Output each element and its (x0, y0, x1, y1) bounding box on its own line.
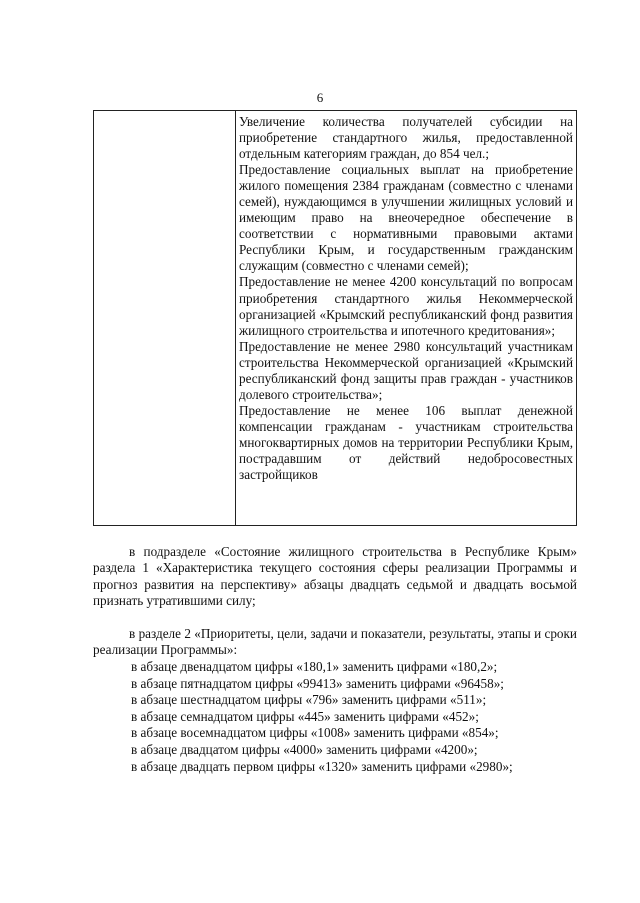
list-item: в абзаце двадцатом цифры «4000» заменить цифрами «4200»; (131, 741, 478, 757)
result-entry: Увеличение количества получателей субсидии на приобретение стандартного жилья, предоставленной отдельным категориям граждан, до 854 чел.; (239, 114, 573, 162)
list-item: в абзаце восемнадцатом цифры «1008» заменить цифрами «854»; (131, 725, 499, 741)
result-entry: Предоставление не менее 2980 консультаций участникам строительства Некоммерческой организацией «Крымский республиканский фонд защиты прав граждан - участников долевого строительства»; (239, 338, 573, 402)
list-item: в абзаце двенадцатом цифры «180,1» заменить цифрами «180,2»; (131, 659, 498, 674)
result-entry: Предоставление не менее 106 выплат денежной компенсации гражданам - участникам строительства многоквартирных домов на территории Республики Крым, пострадавшим от действий недобросовестных застройщиков (239, 402, 573, 483)
table-row (94, 111, 577, 526)
paragraph-subsection: в подразделе «Состояние жилищного строительства в Республике Крым» раздела 1 «Характеристика текущего состояния сферы реализации Программы и прогноз развития на перспективу» абзацы двадцать седьмой и двадцать восьмой признать утратившими силу; (93, 544, 577, 608)
list-item: в абзаце семнадцатом цифры «445» заменить цифрами «452»; (131, 708, 479, 724)
results-table (93, 110, 577, 526)
page-number: 6 (316, 90, 324, 105)
result-entry: Предоставление социальных выплат на приобретение жилого помещения 2384 гражданам (совместно с членами семей), нуждающимся в улучшении жилищных условий и имеющим право на внеочередное обеспечение в соответствии с нормативными правовыми актами Республики Крым, и государственным гражданским служащим (совместно с членами семей); (239, 162, 573, 274)
instruction-list (131, 659, 577, 775)
list-item: в абзаце двадцать первом цифры «1320» заменить цифрами «2980»; (131, 758, 513, 774)
table-cell-empty (94, 111, 236, 526)
list-item: в абзаце пятнадцатом цифры «99413» заменить цифрами «96458»; (131, 675, 504, 691)
result-entry: Предоставление не менее 4200 консультаций по вопросам приобретения стандартного жилья Некоммерческой организацией «Крымский республиканский фонд развития жилищного строительства и ипотечного кредитования»; (239, 274, 573, 338)
table-cell-results (236, 111, 577, 526)
paragraph-section-2: в разделе 2 «Приоритеты, цели, задачи и показатели, результаты, этапы и сроки реализации Программы»: (93, 626, 577, 658)
list-item: в абзаце шестнадцатом цифры «796» заменить цифрами «511»; (131, 692, 487, 708)
